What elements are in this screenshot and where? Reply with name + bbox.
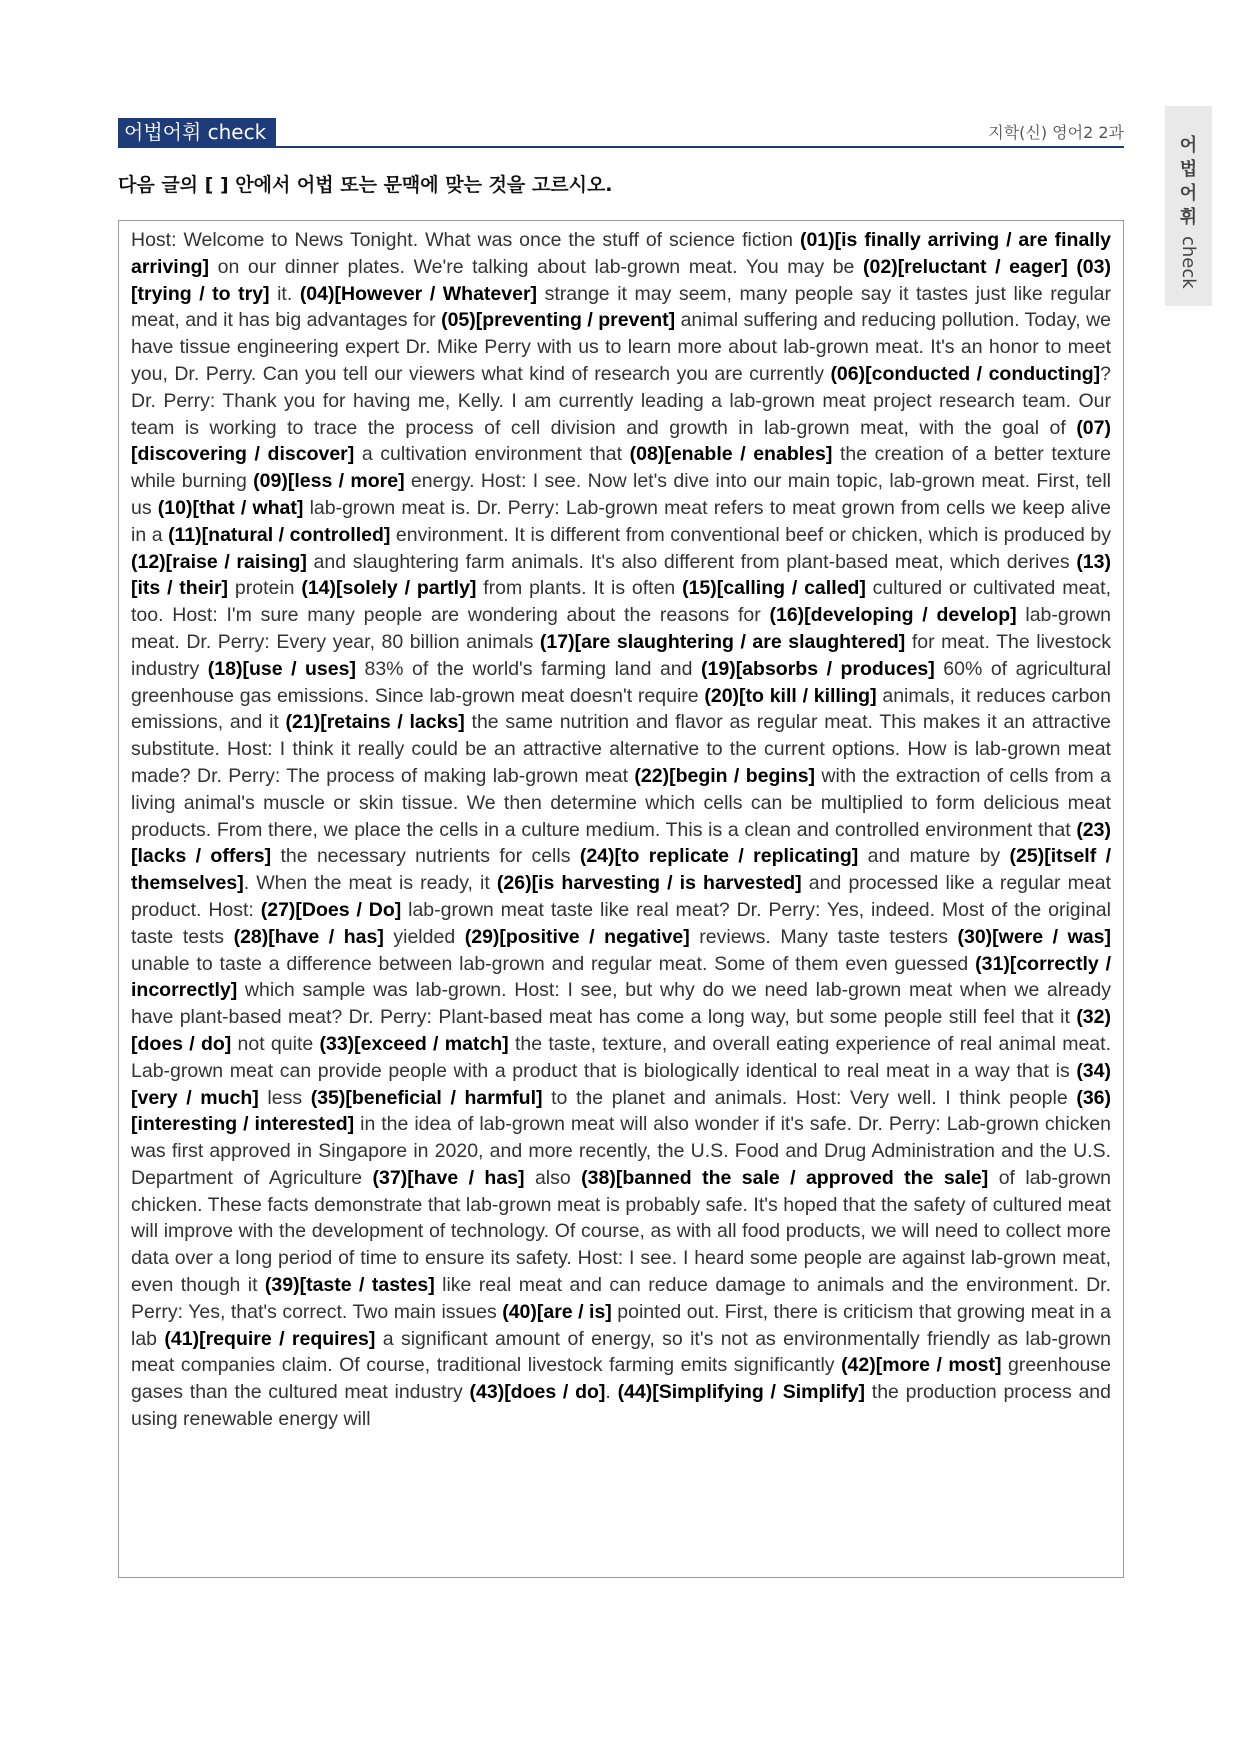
side-tab-char: 휘 bbox=[1179, 207, 1198, 228]
question-choice: (18)[use / uses] bbox=[207, 657, 356, 680]
question-choice: (25)[itself / themselves] bbox=[131, 845, 1111, 895]
question-choice: (01)[is finally arriving / are finally arriving] bbox=[131, 229, 1111, 278]
question-choice: (14)[solely / partly] bbox=[301, 577, 477, 600]
side-tab-char: 법 bbox=[1179, 159, 1198, 180]
side-tab bbox=[1165, 106, 1212, 306]
passage-segment: the necessary nutrients for cells bbox=[271, 845, 580, 868]
question-choice: (06)[conducted / conducting] bbox=[830, 362, 1101, 385]
passage-segment: greenhouse gases than the cultured meat industry bbox=[131, 1354, 1111, 1404]
question-choice: (32)[does / do] bbox=[131, 1006, 1111, 1055]
passage-segment: Host: Welcome to News Tonight. What was once the stuff of science fiction bbox=[131, 229, 800, 251]
question-choice: (16)[developing / develop] bbox=[769, 604, 1017, 627]
passage-segment: less bbox=[258, 1086, 311, 1109]
question-choice: (23)[lacks / offers] bbox=[131, 818, 1111, 868]
passage-segment: environment. It is different from conventional beef or chicken, which is produced by bbox=[390, 523, 1112, 546]
passage-segment: with the extraction of cells from a living animal's muscle or skin tissue. We then determine which cells can be multiplied to form delicious meat products. From there, we place the cells in a culture medium. This is a clean and controlled environment that bbox=[131, 764, 1111, 841]
passage-segment: reviews. Many taste testers bbox=[689, 925, 958, 948]
question-choice: (36)[interesting / interested] bbox=[131, 1086, 1112, 1136]
passage-segment: on our dinner plates. We're talking about lab-grown meat. You may be bbox=[209, 255, 864, 278]
passage-segment: to the planet and animals. Host: Very well. I think people bbox=[542, 1086, 1077, 1109]
instruction-text: 다음 글의 [ ] 안에서 어법 또는 문맥에 맞는 것을 고르시오. bbox=[118, 174, 613, 196]
passage-segment: protein bbox=[228, 577, 302, 600]
passage-segment: lab-grown meat taste like real meat? Dr. Perry: Yes, indeed. Most of the original taste tests bbox=[131, 898, 1111, 948]
question-choice: (12)[raise / raising] bbox=[131, 550, 307, 573]
passage-segment: of lab-grown chicken. These facts demonstrate that lab-grown meat is probably safe. It's hoped that the safety of cultured meat will improve with the development of technology. Of course, as with all food products, we will need to collect more data over a long period of time to ensure its safety. Host: I see. I heard some people are against lab-grown meat, even though it bbox=[131, 1166, 1112, 1297]
question-choice: (04)[However / Whatever] bbox=[299, 282, 538, 305]
passage-segment: cultured or cultivated meat, too. Host: I'm sure many people are wondering about the reasons for bbox=[131, 577, 1111, 627]
passage-segment: yielded bbox=[383, 925, 465, 948]
passage-segment: the taste, texture, and overall eating experience of real animal meat. Lab-grown meat can provide people with a product that is biologically identical to real meat in a way that is bbox=[131, 1032, 1111, 1082]
question-choice: (05)[preventing / prevent] bbox=[441, 309, 676, 332]
question-choice: (30)[were / was] bbox=[957, 925, 1111, 948]
passage-segment: a significant amount of energy, so it's not as environmentally friendly as lab-grown meat companies claim. Of course, traditional livestock farming emits significantly bbox=[131, 1327, 1111, 1377]
question-choice: (37)[have / has] bbox=[372, 1166, 525, 1189]
passage-segment: like real meat and can reduce damage to animals and the environment. Dr. Perry: Yes, that's correct. Two main issues bbox=[131, 1274, 1111, 1323]
side-tab-char: 어 bbox=[1179, 183, 1198, 204]
passage-segment: 60% of agricultural greenhouse gas emissions. Since lab-grown meat doesn't require bbox=[131, 657, 1111, 707]
question-choice: (43)[does / do] bbox=[469, 1381, 606, 1404]
passage-segment: and mature by bbox=[858, 845, 1010, 868]
passage-segment: for meat. The livestock industry bbox=[131, 630, 1112, 680]
question-choice: (03)[trying / to try] bbox=[131, 255, 1111, 305]
question-choice: (02)[reluctant / eager] bbox=[863, 255, 1068, 278]
passage-segment: which sample was lab-grown. Host: I see, but why do we need lab-grown meat when we already have plant-based meat? Dr. Perry: Plant-based meat has come a long way, but some people still feel that it bbox=[131, 979, 1111, 1029]
question-choice: (07)[discovering / discover] bbox=[131, 416, 1111, 466]
question-choice: (41)[require / requires] bbox=[164, 1327, 376, 1350]
question-choice: (35)[beneficial / harmful] bbox=[310, 1086, 543, 1109]
side-tab-char: 어 bbox=[1179, 135, 1198, 156]
section-title: 어법어휘 check bbox=[118, 118, 276, 146]
passage-box bbox=[118, 220, 1124, 1578]
question-choice: (21)[retains / lacks] bbox=[285, 711, 465, 734]
passage-segment: animal suffering and reducing pollution. Today, we have tissue engineering expert Dr. Mike Perry with us to learn more about lab-grown meat. It's an honor to meet you, Dr. Perry. Can you tell our viewers what kind of research you are currently bbox=[131, 309, 1111, 385]
question-choice: (40)[are / is] bbox=[502, 1300, 612, 1323]
question-choice: (27)[Does / Do] bbox=[260, 898, 402, 921]
passage-segment: it. bbox=[269, 282, 300, 305]
question-choice: (42)[more / most] bbox=[841, 1354, 1002, 1377]
passage-segment: the same nutrition and flavor as regular meat. This makes it an attractive substitute. Host: I think it really could be an attractive alternative to the current options. How is lab-grown meat made? Dr. Perry: The process of making lab-grown meat bbox=[131, 711, 1112, 787]
passage-segment: 83% of the world's farming land and bbox=[355, 657, 702, 680]
passage-segment: the creation of a better texture while burning bbox=[131, 443, 1111, 493]
passage-segment: ? Dr. Perry: Thank you for having me, Kelly. I am currently leading a lab-grown meat project research team. Our team is working to trace the process of cell division and growth in lab-grown meat, with the goal of bbox=[131, 362, 1111, 439]
passage-text bbox=[131, 227, 1111, 1433]
question-choice: (24)[to replicate / replicating] bbox=[579, 845, 859, 868]
passage-segment: energy. Host: I see. Now let's dive into our main topic, lab-grown meat. First, tell us bbox=[131, 470, 1112, 519]
question-choice: (11)[natural / controlled] bbox=[168, 523, 391, 546]
question-choice: (28)[have / has] bbox=[233, 925, 384, 948]
question-choice: (20)[to kill / killing] bbox=[704, 684, 877, 707]
passage-segment: and processed like a regular meat product. Host: bbox=[131, 872, 1111, 921]
passage-segment: from plants. It is often bbox=[476, 577, 683, 600]
question-choice: (29)[positive / negative] bbox=[464, 925, 690, 948]
passage-segment: unable to taste a difference between lab-grown and regular meat. Some of them even guessed bbox=[131, 952, 976, 975]
passage-segment: not quite bbox=[231, 1032, 320, 1055]
question-choice: (33)[exceed / match] bbox=[319, 1032, 509, 1055]
passage-segment: a cultivation environment that bbox=[354, 443, 630, 466]
passage-segment: . When the meat is ready, it bbox=[243, 872, 497, 895]
source-label: 지학(신) 영어2 2과 bbox=[988, 123, 1124, 142]
question-choice: (13)[its / their] bbox=[131, 550, 1111, 600]
question-choice: (44)[Simplifying / Simplify] bbox=[617, 1381, 866, 1404]
question-choice: (15)[calling / called] bbox=[682, 577, 866, 600]
passage-segment: . bbox=[605, 1381, 618, 1404]
question-choice: (10)[that / what] bbox=[157, 496, 304, 519]
question-choice: (26)[is harvesting / is harvested] bbox=[496, 872, 802, 895]
passage-segment: animals, it reduces carbon emissions, and it bbox=[131, 684, 1111, 734]
passage-segment: strange it may seem, many people say it tastes just like regular meat, and it has big advantages for bbox=[131, 282, 1111, 332]
question-choice: (09)[less / more] bbox=[253, 470, 405, 493]
question-choice: (39)[taste / tastes] bbox=[264, 1274, 435, 1297]
passage-segment: lab-grown meat. Dr. Perry: Every year, 80 billion animals bbox=[131, 604, 1111, 653]
passage-segment: and slaughtering farm animals. It's also different from plant-based meat, which derives bbox=[306, 550, 1077, 573]
passage-segment: lab-grown meat is. Dr. Perry: Lab-grown meat refers to meat grown from cells we keep alive in a bbox=[131, 496, 1111, 546]
passage-segment: in the idea of lab-grown meat will also wonder if it's safe. Dr. Perry: Lab-grown chicken was first approved in Singapore in 2020, and more recently, the U.S. Food and Drug Administration and the U.S. Department of Agriculture bbox=[131, 1113, 1111, 1189]
question-choice: (38)[banned the sale / approved the sale] bbox=[581, 1166, 989, 1189]
passage-segment: pointed out. First, there is criticism that growing meat in a lab bbox=[131, 1300, 1111, 1350]
question-choice: (34)[very / much] bbox=[131, 1059, 1111, 1109]
question-choice: (08)[enable / enables] bbox=[629, 443, 833, 466]
passage-segment: also bbox=[524, 1166, 582, 1189]
question-choice: (19)[absorbs / produces] bbox=[701, 657, 935, 680]
question-choice: (31)[correctly / incorrectly] bbox=[131, 952, 1111, 1002]
section-header bbox=[118, 118, 1124, 148]
side-tab-latin: check bbox=[1178, 236, 1199, 289]
question-choice: (17)[are slaughtering / are slaughtered] bbox=[539, 630, 906, 653]
passage-segment: the production process and using renewable energy will bbox=[131, 1381, 1111, 1431]
question-choice: (22)[begin / begins] bbox=[634, 764, 816, 787]
